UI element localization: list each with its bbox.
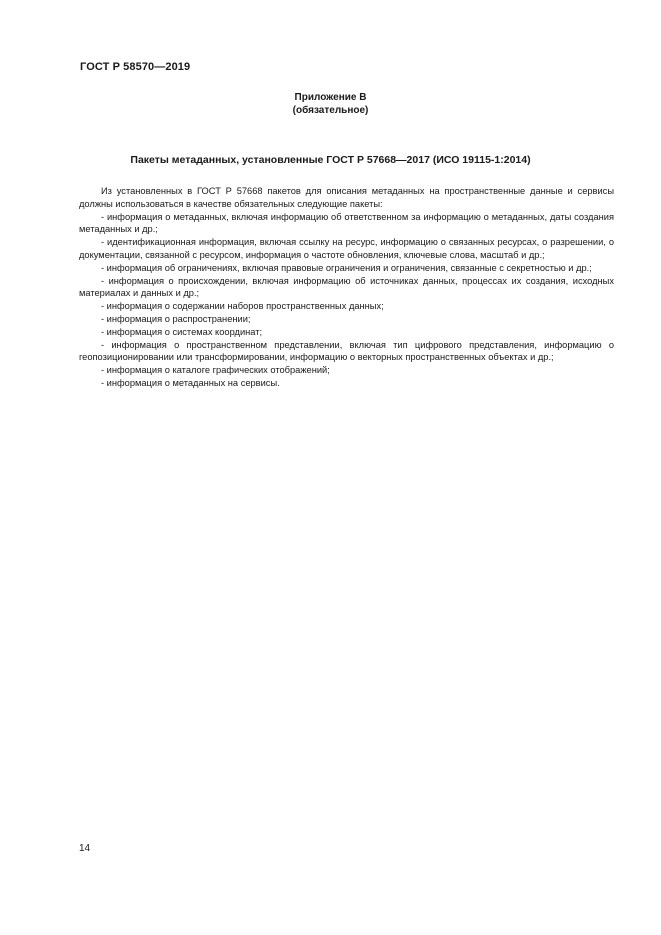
list-item: - информация о распространении;: [101, 313, 251, 324]
body-text: [79, 185, 614, 390]
list-item: - информация о происхождении, включая информацию об источниках данных, процессах их создания, исходных материалах и данных и др.;: [79, 275, 614, 299]
annex-status: (обязательное): [292, 105, 369, 116]
page-number: 14: [79, 843, 91, 854]
list-item: - идентификационная информация, включая ссылку на ресурс, информацию о связанных ресурсах, о разрешении, о документации, связанной с ресурсом, информация о частоте обновления, ключевые слова, масштаб и др.;: [79, 237, 614, 260]
annex-label: Приложение В: [294, 92, 367, 103]
document-header: ГОСТ Р 58570—2019: [80, 61, 191, 73]
intro-paragraph: Из установленных в ГОСТ Р 57668 пакетов для описания метаданных на пространственные данные и сервисы должны использоваться в качестве обязательных следующие пакеты:: [79, 186, 614, 209]
list-item: - информация о содержании наборов пространственных данных;: [101, 301, 384, 312]
list-item: - информация о системах координат;: [101, 326, 263, 337]
list-item: - информация о метаданных, включая информацию об ответственном за информацию о метаданных, даты создания метаданных и др.;: [79, 211, 614, 235]
annex-title: Пакеты метаданных, установленные ГОСТ Р 57668—2017 (ИСО 19115-1:2014): [130, 154, 531, 166]
list-item: - информация о метаданных на сервисы.: [101, 377, 280, 388]
list-item: - информация о каталоге графических отображений;: [101, 365, 330, 376]
list-item: - информация об ограничениях, включая правовые ограничения и ограничения, связанные с секретностью и др.;: [101, 262, 592, 273]
annex-heading: [0, 91, 661, 117]
list-item: - информация о пространственном представлении, включая тип цифрового представления, информацию о геопозиционировании или трансформировании, информацию о векторных пространственных объектах и др.;: [79, 339, 614, 363]
